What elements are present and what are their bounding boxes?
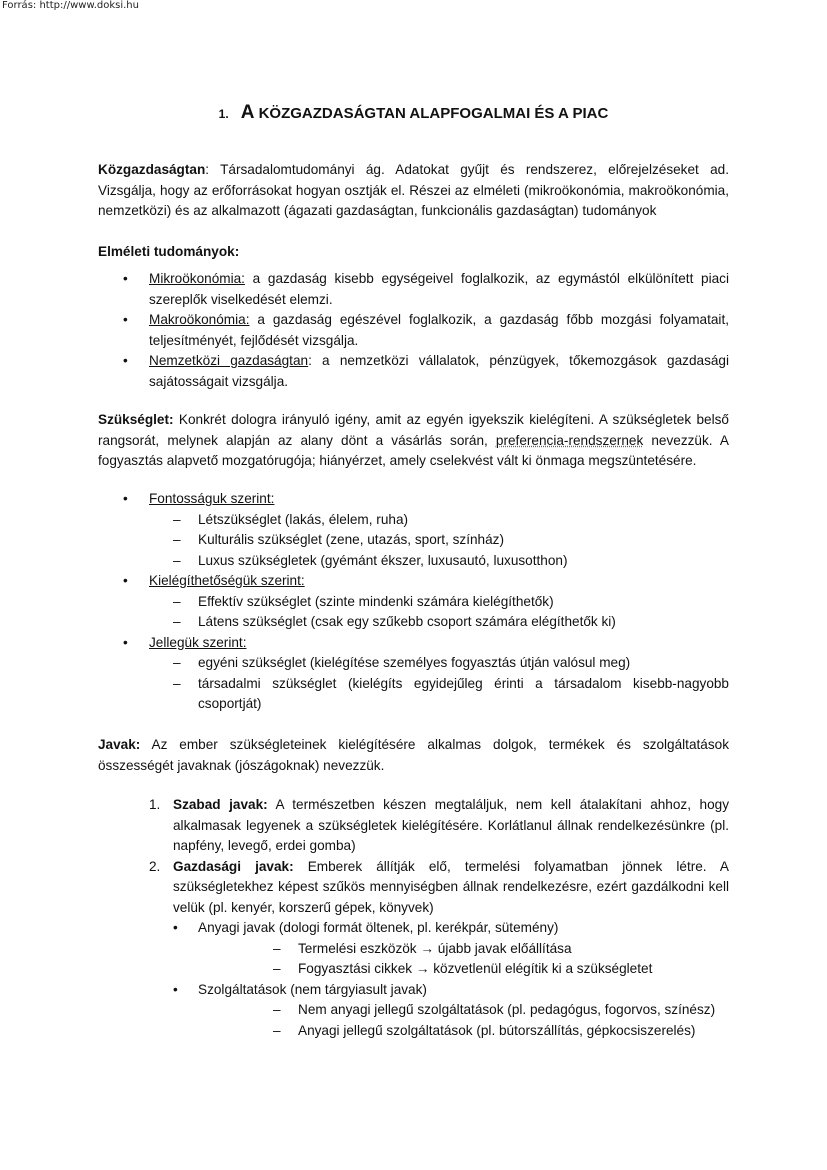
term-macro: Makroökonómia: <box>149 312 250 327</box>
list-item: 2. Gazdasági javak: Emberek állítják elő, termelési folyamatban jönnek létre. A szükségletekhez képest szűkös mennyiségben állnak rendelkezésre, ezért gazdálkodni kell velük (pl. kenyér, korszerű gépek, könyvek) <box>149 858 729 915</box>
list-item: • Fontosságuk szerint: <box>123 491 275 506</box>
list-item: • Mikroökonómia: a gazdaság kisebb egységeivel foglalkozik, az egymástól elkülönített piaci szereplők viselkedését elemzi. <box>123 271 729 307</box>
need-paragraph: Szükséglet: Konkrét dologra irányuló igény, amit az egyén igyekszik kielégíteni. A szükségletek belső rangsorát, melynek alapján az alany dönt a vásárlás során, preferencia-rendszernek nevezzük. A fogyasztás alapvető mozgatórugója; hiányérzet, amely cselekvést vált ki önmaga megszüntetésére. <box>98 412 729 468</box>
list-item: • Anyagi javak (dologi formát öltenek, pl. kerékpár, sütemény) <box>173 920 559 935</box>
list-item: – Fogyasztási cikkek → közvetlenül elégítik ki a szükségletet <box>273 961 653 976</box>
list-item: – egyéni szükséglet (kielégítése személyes fogyasztás útján valósul meg) <box>173 655 631 670</box>
goods-paragraph: Javak: Az ember szükségleteinek kielégítésére alkalmas dolgok, termékek és szolgáltatások összességét javaknak (jószágoknak) nevezzük. <box>98 737 729 773</box>
list-item: – Nem anyagi jellegű szolgáltatások (pl. pedagógus, fogorvos, színész) <box>273 1002 716 1017</box>
need-term: Szükséglet: <box>98 412 174 427</box>
list-item: 1. Szabad javak: A természetben készen megtaláljuk, nem kell átalakítani ahhoz, hogy alkalmasak legyenek a szükségletek kielégítésére. Korlátlanul állnak rendelkezésünkre (pl. napfény, levegő, erdei gomba) <box>149 797 730 853</box>
theory-section <box>98 242 729 263</box>
term-micro: Mikroökonómia: <box>149 271 245 286</box>
list-item: – Létszükséglet (lakás, élelem, ruha) <box>173 511 409 527</box>
page-title <box>98 103 729 125</box>
list-item: • Szolgáltatások (nem tárgyiasult javak) <box>173 981 427 997</box>
title-number: 1. <box>218 107 229 121</box>
list-item: • Makroökonómia: a gazdaság egészével foglalkozik, a gazdaság főbb mozgási folyamatait, teljesítményét, fejlődését vizsgálja. <box>123 312 729 348</box>
list-item: – Anyagi jellegű szolgáltatások (pl. bútorszállítás, gépkocsiszerelés) <box>273 1022 696 1038</box>
term-international: Nemzetközi gazdaságtan <box>149 353 309 368</box>
list-item: – Effektív szükséglet (szinte mindenki számára kielégíthetők) <box>173 593 554 609</box>
title-first-letter: A <box>240 102 255 123</box>
list-item: • Kielégíthetőségük szerint: <box>123 573 305 588</box>
intro-text: : Társadalomtudományi ág. Adatokat gyűjt és rendszerez, előrejelzéseket ad. Vizsgálja, hogy az erőforrásokat hogyan osztják el. Részei az elméleti (mikroökonómia, makroökonómia, nemzetközi) és az alkalmazott (ágazati gazdaságtan, funkcionális gazdaságtan) tudományok <box>98 162 729 218</box>
title-text: KÖZGAZDASÁGTAN ALAPFOGALMAI ÉS A PIAC <box>254 105 609 122</box>
preference-term: preferencia-rendszernek <box>495 432 644 448</box>
list-item: – társadalmi szükséglet (kielégíts egyidejűleg érinti a társadalom kisebb-nagyobb csoportját) <box>173 675 729 711</box>
intro-paragraph <box>98 160 729 222</box>
source-note: Forrás: http://www.doksi.hu <box>2 0 139 11</box>
intro-term: Közgazdaságtan <box>98 162 206 177</box>
need-groups <box>98 489 729 715</box>
theory-list <box>98 269 729 392</box>
goods-term: Javak: <box>98 737 141 752</box>
goods-list <box>98 795 729 1041</box>
theory-heading: Elméleti tudományok: <box>98 244 240 259</box>
list-item: – Termelési eszközök → újabb javak előállítása <box>273 940 572 956</box>
list-item: • Jellegük szerint: <box>123 634 247 650</box>
list-item: • Nemzetközi gazdaságtan: a nemzetközi vállalatok, pénzügyek, tőkemozgások gazdasági sajátosságait vizsgálja. <box>123 353 730 389</box>
list-item: – Kulturális szükséglet (zene, utazás, sport, színház) <box>173 532 504 547</box>
list-item: – Látens szükséglet (csak egy szűkebb csoport számára elégíthetők ki) <box>173 614 616 629</box>
list-item: – Luxus szükségletek (gyémánt ékszer, luxusautó, luxusotthon) <box>173 552 568 568</box>
